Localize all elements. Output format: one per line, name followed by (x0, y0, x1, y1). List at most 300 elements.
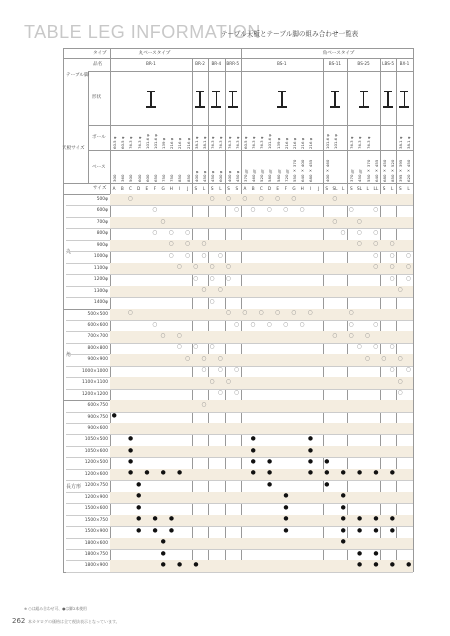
shape-label: 形状 (92, 95, 102, 100)
size-code: I (178, 186, 181, 191)
filled-dot-mark: ● (389, 562, 395, 568)
size-code: L (202, 186, 206, 191)
filled-dot-mark: ● (127, 436, 134, 443)
product-name: BS-1 (276, 61, 287, 66)
filled-dot-mark: ● (250, 447, 256, 454)
type-label: タイプ (93, 51, 107, 56)
filled-dot-mark: ● (340, 539, 346, 546)
leg-top-icon (400, 91, 408, 92)
filled-dot-mark: ● (250, 458, 256, 465)
filled-dot-mark: ● (357, 550, 363, 557)
square-type-label: 角ベースタイプ (322, 51, 355, 56)
open-circle-mark: ○ (357, 229, 363, 236)
open-circle-mark: ○ (299, 207, 305, 214)
open-circle-mark: ○ (177, 344, 183, 351)
base-value: 600 φ (218, 170, 224, 182)
filled-dot-mark: ● (324, 470, 330, 477)
product-name: BR-2 (195, 61, 205, 66)
header-rule (88, 125, 413, 126)
base-value: 720 角 (283, 169, 289, 182)
page-title: TABLE LEG INFORMATION (24, 22, 261, 42)
open-circle-mark: ○ (291, 195, 297, 202)
pole-value: 76.3 φ (259, 136, 265, 149)
leg-pole-icon (404, 92, 406, 106)
open-circle-mark: ○ (193, 275, 199, 282)
open-circle-mark: ○ (357, 218, 363, 225)
row-band (110, 217, 413, 228)
filled-dot-mark: ● (177, 562, 183, 568)
top-size-value: 600×600 (87, 322, 108, 328)
open-circle-mark: ○ (209, 344, 215, 351)
top-size-value: 1800×900 (84, 563, 108, 569)
filled-dot-mark: ● (152, 527, 158, 534)
open-circle-mark: ○ (185, 241, 191, 248)
filled-dot-mark: ● (160, 470, 166, 477)
base-value: 680 × 455 (308, 159, 314, 182)
open-circle-mark: ○ (226, 195, 232, 202)
top-size-value: 1200×900 (84, 494, 108, 500)
open-circle-mark: ○ (193, 344, 199, 351)
size-label: サイズ (93, 186, 107, 191)
size-code: LL (373, 186, 379, 191)
row-band (110, 263, 413, 274)
base-value: 550 × 370 (291, 159, 297, 182)
open-circle-mark: ○ (389, 264, 395, 271)
filled-dot-mark: ● (111, 413, 117, 420)
leg-top-icon (212, 91, 220, 92)
row-band (110, 377, 413, 388)
top-size-value: 600φ (96, 208, 108, 214)
size-code: F (153, 186, 157, 191)
filled-dot-mark: ● (373, 550, 379, 557)
pole-value: 38.1 φ (406, 136, 412, 149)
size-code: SL (356, 186, 362, 191)
size-code: H (169, 186, 173, 191)
group-label: 角 (66, 352, 72, 359)
filled-dot-mark: ● (307, 436, 313, 443)
open-circle-mark: ○ (160, 218, 166, 225)
base-value: 400 × 460 (324, 159, 330, 182)
filled-dot-mark: ● (136, 516, 142, 523)
open-circle-mark: ○ (373, 321, 379, 328)
open-circle-mark: ○ (127, 310, 134, 317)
pole-value: 101.6 φ (332, 134, 338, 149)
open-circle-mark: ○ (365, 333, 371, 339)
page-note: 本カタログの価格は全て税抜表示となっています。 (28, 619, 120, 624)
open-circle-mark: ○ (348, 333, 354, 339)
open-circle-mark: ○ (185, 229, 191, 236)
open-circle-mark: ○ (185, 252, 191, 259)
filled-dot-mark: ● (389, 516, 395, 523)
top-size-value: 500φ (96, 197, 108, 202)
open-circle-mark: ○ (160, 333, 166, 339)
pole-value: 216 φ (177, 137, 183, 149)
open-circle-mark: ○ (177, 333, 183, 339)
pole-value: 139 φ (275, 137, 281, 149)
open-circle-mark: ○ (283, 207, 289, 214)
pole-value: 38.1 φ (398, 136, 404, 149)
size-code: S (210, 186, 214, 191)
pole-value: 76.3 φ (365, 136, 371, 149)
base-value: 750 (161, 174, 167, 182)
filled-dot-mark: ● (168, 516, 174, 523)
base-value: 850 (185, 174, 191, 182)
open-circle-mark: ○ (201, 241, 207, 248)
group-label: 長方形 (66, 483, 82, 490)
open-circle-mark: ○ (226, 275, 232, 282)
open-circle-mark: ○ (348, 207, 354, 214)
top-size-value: 500×500 (87, 311, 108, 317)
pole-value: 139 φ (161, 137, 167, 149)
filled-dot-mark: ● (160, 539, 166, 546)
base-value: 750 (169, 174, 175, 182)
base-value: 450 φ (201, 170, 207, 182)
filled-dot-mark: ● (406, 562, 412, 568)
open-circle-mark: ○ (406, 264, 412, 271)
type-divider (241, 48, 242, 58)
filled-dot-mark: ● (373, 527, 379, 534)
base-value: 550 × 370 (365, 159, 371, 182)
open-circle-mark: ○ (373, 264, 379, 271)
size-code: S (399, 186, 402, 191)
base-value: 300 (112, 174, 117, 182)
pole-value: 101.6 φ (152, 134, 158, 149)
filled-dot-mark: ● (373, 470, 379, 477)
pole-value: 76.3 φ (128, 136, 134, 149)
open-circle-mark: ○ (397, 287, 403, 294)
row-band (110, 560, 413, 571)
round-type-label: 丸ベースタイプ (138, 51, 171, 56)
open-circle-mark: ○ (332, 195, 338, 202)
size-code: S (382, 186, 386, 191)
top-size-value: 1100φ (93, 265, 108, 271)
open-circle-mark: ○ (209, 275, 215, 282)
base-value: 450 φ (210, 170, 216, 182)
pole-value: 76.3 φ (349, 136, 355, 149)
open-circle-mark: ○ (291, 310, 297, 317)
size-code: A (112, 186, 116, 191)
size-code: E (276, 186, 279, 191)
size-code: B (120, 186, 124, 191)
base-value: 580 角 (275, 169, 281, 182)
open-circle-mark: ○ (389, 275, 395, 282)
top-size-value: 900×750 (87, 414, 108, 420)
open-circle-mark: ○ (389, 344, 395, 351)
header-rule (88, 71, 413, 72)
filled-dot-mark: ● (168, 527, 174, 534)
open-circle-mark: ○ (209, 195, 215, 202)
filled-dot-mark: ● (250, 470, 256, 477)
size-code: D (137, 186, 141, 191)
open-circle-mark: ○ (209, 264, 215, 271)
open-circle-mark: ○ (332, 333, 338, 339)
size-code: L (219, 186, 222, 191)
open-circle-mark: ○ (307, 310, 313, 317)
table-left-rule (63, 48, 64, 572)
size-code: L (407, 186, 410, 191)
size-code: D (267, 186, 272, 191)
open-circle-mark: ○ (201, 367, 207, 374)
base-value: 400 φ (226, 170, 232, 182)
top-size-value: 1200×1200 (81, 391, 108, 397)
top-size-value: 900φ (96, 242, 108, 248)
size-code: J (317, 186, 320, 191)
open-circle-mark: ○ (217, 367, 223, 374)
open-circle-mark: ○ (275, 195, 281, 202)
base-value: 640 × 455 (373, 159, 379, 182)
base-value: 500 (128, 174, 134, 182)
leg-label: テーブル脚 (66, 73, 89, 78)
pole-value: 60.5 φ (242, 136, 248, 149)
size-code: I (309, 186, 312, 191)
product-name: BX-1 (399, 61, 410, 66)
filled-dot-mark: ● (127, 458, 134, 465)
open-circle-mark: ○ (373, 207, 379, 214)
filled-dot-mark: ● (340, 493, 346, 500)
leg-pole-icon (216, 92, 218, 106)
footnote: ※ ○は組み合わせ可、●は脚2本使用 (24, 606, 87, 611)
open-circle-mark: ○ (373, 241, 379, 248)
leg-top-icon (384, 91, 392, 92)
open-circle-mark: ○ (209, 378, 215, 385)
open-circle-mark: ○ (275, 310, 281, 317)
leg-base-icon (195, 106, 205, 108)
filled-dot-mark: ● (267, 470, 273, 477)
pole-value: 60.5 φ (120, 136, 126, 149)
leg-top-icon (147, 91, 155, 92)
top-size-value: 1500×750 (84, 517, 108, 523)
size-code: G (161, 186, 165, 191)
size-code: E (145, 186, 149, 191)
filled-dot-mark: ● (307, 470, 313, 477)
filled-dot-mark: ● (160, 562, 166, 568)
base-value: 620 × 450 (406, 159, 412, 182)
leg-base-icon (277, 106, 287, 108)
open-circle-mark: ○ (168, 229, 174, 236)
row-band (110, 423, 413, 434)
open-circle-mark: ○ (185, 355, 191, 362)
pole-value: 76.3 φ (251, 136, 257, 149)
row-band (110, 469, 413, 480)
leg-base-icon (399, 106, 409, 108)
header-rule (63, 183, 413, 184)
open-circle-mark: ○ (234, 321, 240, 328)
open-circle-mark: ○ (389, 241, 395, 248)
open-circle-mark: ○ (127, 195, 134, 202)
pole-value: 60.5 φ (112, 136, 117, 149)
base-value: 580 角 (267, 169, 273, 182)
size-code: C (128, 186, 132, 191)
open-circle-mark: ○ (152, 321, 158, 328)
pole-label: ポール (92, 135, 106, 140)
base-value: 450 角 (357, 169, 363, 182)
filled-dot-mark: ● (193, 562, 199, 568)
open-circle-mark: ○ (357, 241, 363, 248)
pole-value: 76.3 φ (218, 136, 224, 149)
open-circle-mark: ○ (373, 344, 379, 351)
top-size-value: 900×600 (87, 426, 108, 431)
leg-pole-icon (334, 92, 336, 106)
open-circle-mark: ○ (397, 355, 403, 362)
row-band (110, 446, 413, 457)
product-name: BRR-5 (226, 61, 240, 66)
header-divider (88, 71, 89, 183)
open-circle-mark: ○ (373, 252, 379, 259)
filled-dot-mark: ● (340, 504, 346, 511)
header-rule (63, 58, 413, 59)
filled-dot-mark: ● (357, 516, 363, 523)
base-value: 600 (136, 174, 142, 182)
filled-dot-mark: ● (283, 493, 289, 500)
open-circle-mark: ○ (226, 264, 232, 271)
top-size-value: 800φ (96, 231, 108, 237)
leg-pole-icon (232, 92, 234, 106)
base-value: 370 角 (242, 169, 248, 182)
open-circle-mark: ○ (267, 207, 273, 214)
size-code: B (251, 186, 255, 191)
filled-dot-mark: ● (283, 504, 289, 511)
size-code: A (243, 186, 247, 191)
open-circle-mark: ○ (340, 229, 346, 236)
size-code: SL (332, 186, 338, 191)
base-value: 450 φ (234, 170, 240, 182)
pole-value: 101.6 φ (324, 134, 330, 149)
filled-dot-mark: ● (357, 470, 363, 477)
filled-dot-mark: ● (283, 527, 289, 534)
filled-dot-mark: ● (324, 481, 330, 488)
pole-value: 76.3 φ (210, 136, 216, 149)
open-circle-mark: ○ (348, 321, 354, 328)
filled-dot-mark: ● (389, 470, 395, 477)
page-subtitle: テーブル天板とテーブル脚の組み合わせ一覧表 (221, 30, 359, 38)
open-circle-mark: ○ (152, 207, 158, 214)
top-size-value: 1200×600 (84, 471, 108, 477)
filled-dot-mark: ● (136, 493, 142, 500)
open-circle-mark: ○ (226, 378, 232, 385)
filled-dot-mark: ● (307, 447, 313, 454)
product-name: LBS-5 (382, 61, 395, 66)
pole-value: 101.6 φ (144, 134, 150, 149)
page-number: 262 (12, 617, 26, 625)
leg-base-icon (211, 106, 221, 108)
leg-top-icon (331, 91, 339, 92)
size-code: L (391, 186, 394, 191)
filled-dot-mark: ● (152, 516, 158, 523)
pole-value: 76.3 φ (357, 136, 363, 149)
open-circle-mark: ○ (234, 207, 240, 214)
open-circle-mark: ○ (332, 218, 338, 225)
base-value: 400 φ (193, 170, 199, 182)
base-value: 850 × 520 (390, 159, 396, 182)
size-code: L (366, 186, 369, 191)
group-label: 丸 (66, 249, 72, 256)
top-size-value: 700×700 (87, 334, 108, 340)
open-circle-mark: ○ (357, 344, 363, 351)
filled-dot-mark: ● (283, 516, 289, 523)
pole-value: 76.3 φ (136, 136, 142, 149)
name-label: 品名 (93, 62, 103, 67)
open-circle-mark: ○ (177, 264, 183, 271)
filled-dot-mark: ● (340, 470, 346, 477)
open-circle-mark: ○ (406, 252, 412, 259)
filled-dot-mark: ● (136, 504, 142, 511)
open-circle-mark: ○ (242, 195, 248, 202)
pole-value: 76.3 φ (226, 136, 232, 149)
open-circle-mark: ○ (406, 275, 412, 282)
leg-pole-icon (387, 92, 389, 106)
open-circle-mark: ○ (242, 310, 248, 317)
top-size-value: 1200φ (93, 277, 108, 283)
top-size-value: 1200×750 (84, 483, 108, 489)
filled-dot-mark: ● (340, 516, 346, 523)
leg-pole-icon (150, 92, 152, 106)
size-code: H (300, 186, 304, 191)
top-size-value: 1500×900 (84, 529, 108, 535)
filled-dot-mark: ● (267, 481, 273, 488)
open-circle-mark: ○ (397, 378, 403, 385)
open-circle-mark: ○ (348, 310, 354, 317)
open-circle-mark: ○ (234, 367, 240, 374)
leg-pole-icon (281, 92, 283, 106)
open-circle-mark: ○ (389, 367, 395, 374)
open-circle-mark: ○ (365, 355, 371, 362)
base-value: 650 (152, 174, 158, 182)
open-circle-mark: ○ (267, 321, 273, 328)
base-value: 600 (144, 174, 150, 182)
open-circle-mark: ○ (234, 390, 240, 397)
top-size-value: 1100×1100 (81, 380, 108, 386)
leg-base-icon (228, 106, 238, 108)
size-code: S (235, 186, 239, 191)
leg-top-icon (360, 91, 368, 92)
leg-base-icon (146, 106, 156, 108)
filled-dot-mark: ● (324, 458, 330, 465)
open-circle-mark: ○ (381, 355, 387, 362)
product-name: BR-4 (211, 61, 222, 66)
row-band (110, 492, 413, 503)
open-circle-mark: ○ (152, 229, 158, 236)
open-circle-mark: ○ (250, 207, 256, 214)
size-code: G (292, 186, 296, 191)
pole-value: 101.6 φ (267, 134, 273, 149)
size-code: S (194, 186, 198, 191)
filled-dot-mark: ● (307, 458, 313, 465)
top-size-value: 1050×500 (84, 437, 108, 443)
top-size-value: 1000φ (93, 254, 108, 260)
filled-dot-mark: ● (144, 470, 150, 477)
top-size-value: 1500×600 (84, 506, 108, 512)
top-size-value: 900×900 (87, 357, 108, 363)
pole-value: 38.1 φ (193, 136, 199, 149)
filled-dot-mark: ● (136, 527, 142, 534)
filled-dot-mark: ● (127, 447, 134, 454)
pole-value: 216 φ (300, 137, 306, 149)
pole-value: 216 φ (169, 137, 175, 149)
leg-top-icon (278, 91, 286, 92)
header-rule (88, 150, 413, 151)
open-circle-mark: ○ (299, 321, 305, 328)
filled-dot-mark: ● (267, 458, 273, 465)
leg-base-icon (330, 106, 340, 108)
open-circle-mark: ○ (258, 310, 264, 317)
leg-pole-icon (363, 92, 365, 106)
filled-dot-mark: ● (250, 436, 256, 443)
top-size-value: 1050×600 (84, 448, 108, 454)
filled-dot-mark: ● (357, 562, 363, 568)
header-rule (63, 48, 413, 49)
open-circle-mark: ○ (258, 195, 264, 202)
base-value: 460 角 (251, 169, 257, 182)
